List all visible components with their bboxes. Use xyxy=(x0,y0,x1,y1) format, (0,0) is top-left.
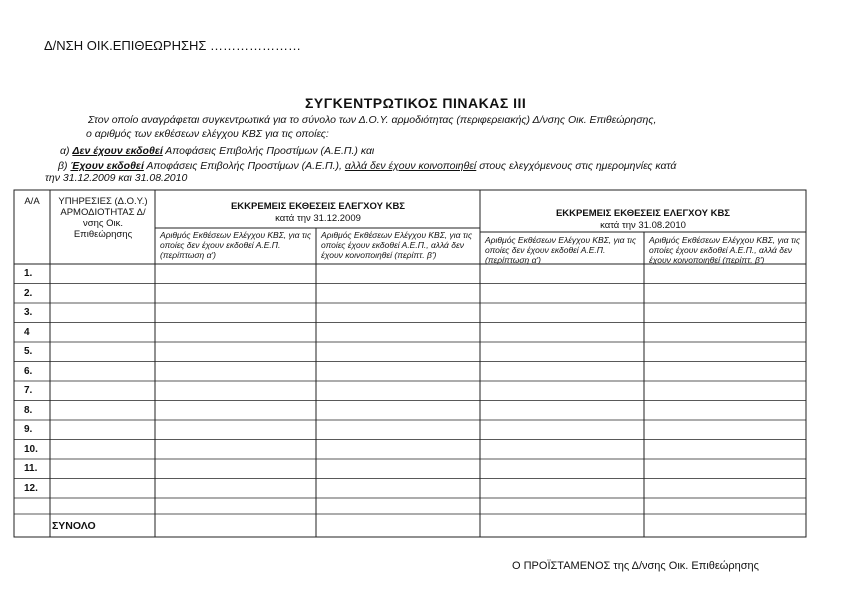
row-number: 3. xyxy=(24,307,33,318)
subcol-c-header: Αριθμός Εκθέσεων Ελέγχου ΚΒΣ, για τις οποίες δεν έχουν εκδοθεί Α.Ε.Π. (περίπτωση α') xyxy=(485,235,637,265)
intro-line-2: ο αριθμός των εκθέσεων ελέγχου ΚΒΣ για τις οποίες: xyxy=(86,128,329,140)
subcol-a-header: Αριθμός Εκθέσεων Ελέγχου ΚΒΣ, για τις οποίες δεν έχουν εκδοθεί Α.Ε.Π. (περίπτωση α') xyxy=(160,230,312,260)
case-b-rest: στους ελεγχόμενους στις ημερομηνίες κατά xyxy=(479,160,677,172)
row-number: 7. xyxy=(24,385,33,396)
row-number: 12. xyxy=(24,482,38,494)
row-number: 1. xyxy=(24,268,33,279)
case-b-mid: Αποφάσεις Επιβολής Προστίμων (Α.Ε.Π.), xyxy=(146,160,342,172)
intro-dates-line: την 31.12.2009 και 31.08.2010 xyxy=(45,172,188,184)
case-b-underlined-2: αλλά δεν έχουν κοινοποιηθεί xyxy=(344,160,477,172)
case-a-prefix: α) xyxy=(60,145,70,157)
subcol-b-header: Αριθμός Εκθέσεων Ελέγχου ΚΒΣ, για τις οποίες έχουν εκδοθεί Α.Ε.Π., αλλά δεν έχουν κοινοποιηθεί (περίπτ. β') xyxy=(321,230,473,260)
case-b-prefix: β) xyxy=(58,160,68,172)
row-number: 6. xyxy=(24,365,33,377)
col-header-aa: Α/Α xyxy=(24,196,40,207)
total-label: ΣΥΝΟΛΟ xyxy=(52,520,96,532)
subcol-d-header: Αριθμός Εκθέσεων Ελέγχου ΚΒΣ, για τις οποίες έχουν εκδοθεί Α.Ε.Π., αλλά δεν έχουν κοινοποιηθεί (περίπτ. β') xyxy=(649,235,801,265)
group2-date: κατά την 31.08.2010 xyxy=(600,220,686,231)
row-number: 9. xyxy=(24,424,33,435)
row-number: 10. xyxy=(24,443,38,455)
signature-line: Ο ΠΡΟΪΣΤΑΜΕΝΟΣ της Δ/νσης Οικ. Επιθεώρησης xyxy=(512,560,759,572)
case-b-underlined-1: Έχουν εκδοθεί xyxy=(70,160,144,172)
row-number: 2. xyxy=(24,287,33,299)
row-number: 11. xyxy=(24,463,38,474)
row-number: 8. xyxy=(24,404,33,416)
intro-line-1: Στον οποίο αναγράφεται συγκεντρωτικά για το σύνολο των Δ.Ο.Υ. αρμοδιότητας (περιφερειακής) Δ/νσης Οικ. Επιθεώρησης, xyxy=(88,114,657,126)
group1-date: κατά την 31.12.2009 xyxy=(275,213,361,224)
document-title: ΣΥΓΚΕΝΤΡΩΤΙΚΟΣ ΠΙΝΑΚΑΣ ΙΙΙ xyxy=(305,95,527,111)
row-number: 4 xyxy=(24,326,30,338)
case-a-underlined: Δεν έχουν εκδοθεί xyxy=(72,145,163,157)
group1-title: ΕΚΚΡΕΜΕΙΣ ΕΚΘΕΣΕΙΣ ΕΛΕΓΧΟΥ ΚΒΣ xyxy=(230,201,406,212)
department-line: Δ/ΝΣΗ ΟΙΚ.ΕΠΙΘΕΩΡΗΣΗΣ ………………… xyxy=(44,38,302,53)
case-a-rest: Αποφάσεις Επιβολής Προστίμων (Α.Ε.Π.) και xyxy=(165,145,375,157)
col-header-services: ΥΠΗΡΕΣΙΕΣ (Δ.Ο.Υ.) ΑΡΜΟΔΙΟΤΗΤΑΣ Δ/νσης Οικ. Επιθεώρησης xyxy=(58,196,148,240)
row-number: 5. xyxy=(24,346,33,357)
group2-title: ΕΚΚΡΕΜΕΙΣ ΕΚΘΕΣΕΙΣ ΕΛΕΓΧΟΥ ΚΒΣ xyxy=(555,208,731,219)
